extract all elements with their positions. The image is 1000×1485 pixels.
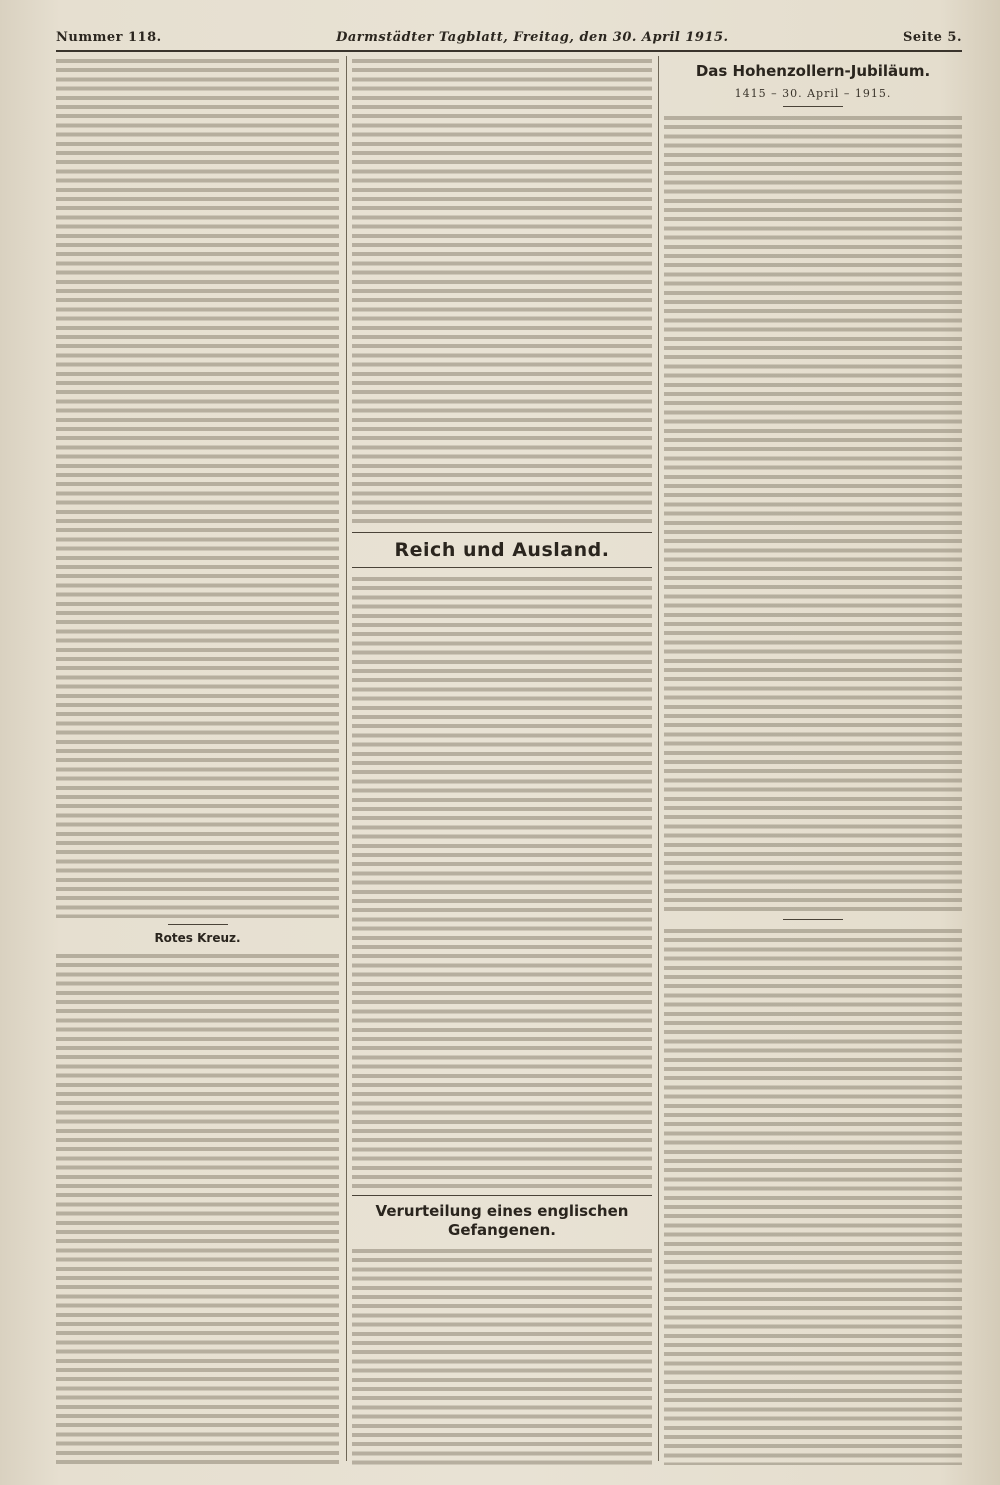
jubilaeum-dates: 1415 – 30. April – 1915. xyxy=(734,86,892,100)
newspaper-title: Darmstädter Tagblatt, Freitag, den 30. April 1915. xyxy=(336,29,729,45)
rotes-kreuz-heading: Rotes Kreuz. xyxy=(154,931,241,945)
hohenzollern-jubilaeum-heading: Das Hohenzollern-Jubiläum. xyxy=(695,62,931,80)
verurteilung-heading: Verurteilung eines englischen Gefangenen. xyxy=(375,1202,629,1239)
article-text xyxy=(56,56,339,918)
article-text xyxy=(56,951,339,1465)
masthead-rule xyxy=(56,50,962,52)
section-rule xyxy=(352,567,652,568)
column-middle xyxy=(352,56,652,1465)
reich-und-ausland-heading: Reich und Ausland. xyxy=(394,539,610,561)
section-rule xyxy=(352,532,652,533)
article-text xyxy=(664,113,962,913)
masthead xyxy=(56,26,962,48)
section-rule xyxy=(783,106,843,107)
article-text xyxy=(352,1246,652,1466)
issue-number: Nummer 118. xyxy=(56,29,162,45)
column-divider xyxy=(346,56,347,1461)
section-rule xyxy=(783,919,843,920)
article-text xyxy=(352,56,652,526)
section-rule xyxy=(352,1195,652,1196)
page-number: Seite 5. xyxy=(903,29,962,45)
column-left xyxy=(56,56,339,1465)
section-rule xyxy=(168,924,228,925)
article-text xyxy=(664,926,962,1465)
column-divider xyxy=(658,56,659,1461)
column-right xyxy=(664,56,962,1465)
article-text xyxy=(352,574,652,1189)
